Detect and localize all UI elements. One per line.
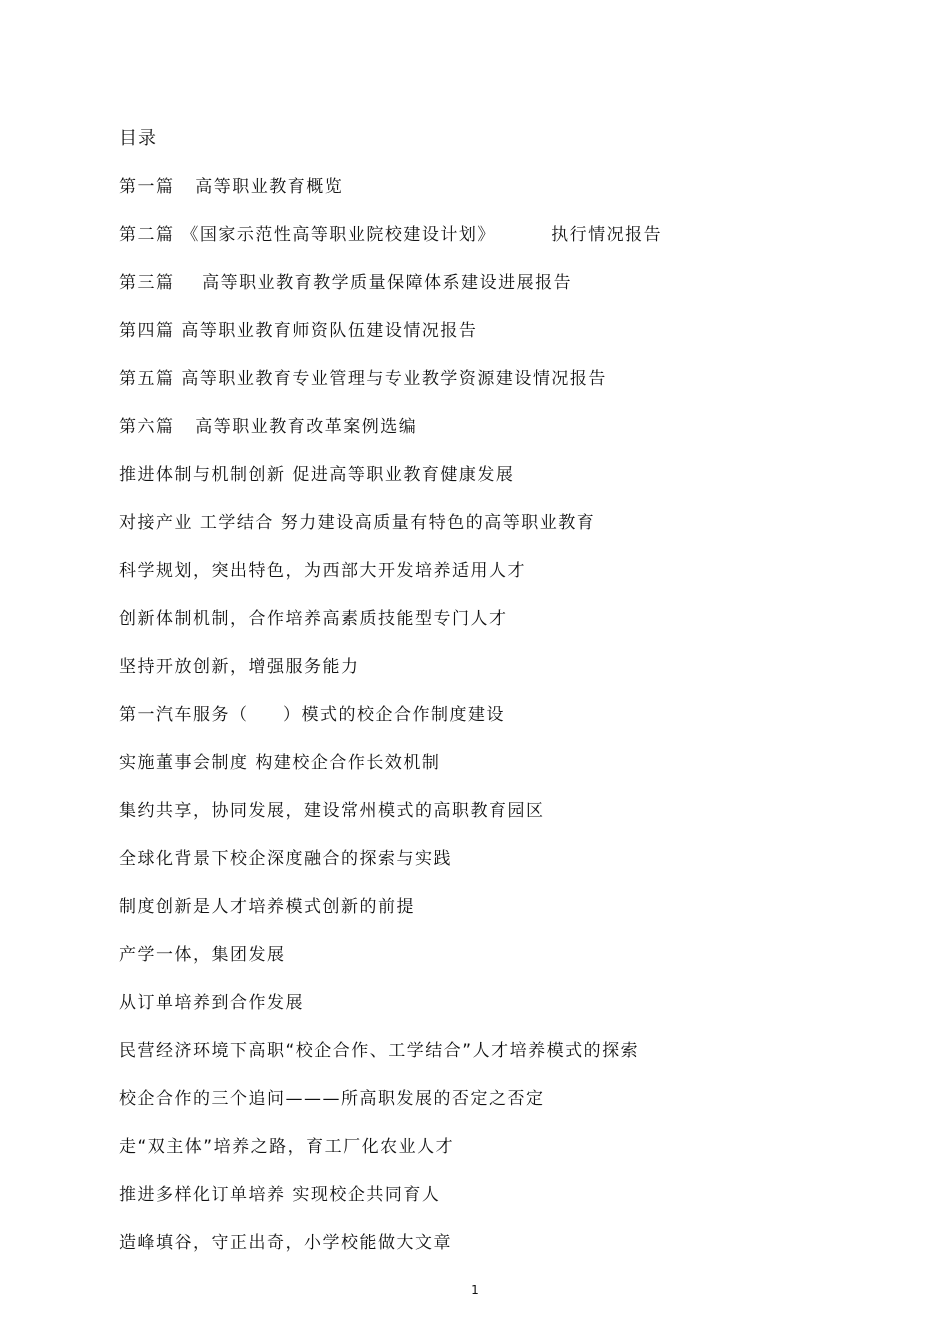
toc-entry: 第六篇 高等职业教育改革案例选编 [119, 417, 418, 437]
toc-entry: 民营经济环境下高职“校企合作、工学结合”人才培养模式的探索 [119, 1041, 640, 1061]
toc-entry: 坚持开放创新，增强服务能力 [119, 657, 360, 677]
toc-entry: 实施董事会制度 构建校企合作长效机制 [119, 753, 441, 773]
toc-entry: 第五篇 高等职业教育专业管理与专业教学资源建设情况报告 [119, 369, 607, 389]
toc-entry: 全球化背景下校企深度融合的探索与实践 [119, 849, 452, 869]
toc-entry: 校企合作的三个追问———所高职发展的否定之否定 [119, 1089, 545, 1109]
toc-entry: 推进多样化订单培养 实现校企共同育人 [119, 1185, 441, 1205]
toc-entry: 第三篇 高等职业教育教学质量保障体系建设进展报告 [119, 273, 573, 293]
toc-entry: 走“双主体”培养之路，育工厂化农业人才 [119, 1137, 455, 1157]
toc-list [119, 174, 662, 1278]
toc-entry: 科学规划，突出特色，为西部大开发培养适用人才 [119, 561, 526, 581]
toc-entry: 从订单培养到合作发展 [119, 993, 304, 1013]
toc-entry: 第一汽车服务（ ）模式的校企合作制度建设 [119, 705, 506, 725]
toc-entry: 第四篇 高等职业教育师资队伍建设情况报告 [119, 321, 478, 341]
toc-entry: 第二篇 《国家示范性高等职业院校建设计划》 执行情况报告 [119, 225, 663, 245]
toc-entry: 产学一体，集团发展 [119, 945, 286, 965]
toc-entry: 第一篇 高等职业教育概览 [119, 177, 344, 197]
toc-entry: 集约共享，协同发展，建设常州模式的高职教育园区 [119, 801, 545, 821]
toc-title: 目录 [119, 128, 157, 149]
toc-entry: 创新体制机制，合作培养高素质技能型专门人才 [119, 609, 508, 629]
toc-entry: 造峰填谷，守正出奇，小学校能做大文章 [119, 1233, 452, 1253]
toc-entry: 推进体制与机制创新 促进高等职业教育健康发展 [119, 465, 515, 485]
page-number: 1 [471, 1283, 479, 1297]
toc-entry: 制度创新是人才培养模式创新的前提 [119, 897, 415, 917]
toc-entry: 对接产业 工学结合 努力建设高质量有特色的高等职业教育 [119, 513, 596, 533]
